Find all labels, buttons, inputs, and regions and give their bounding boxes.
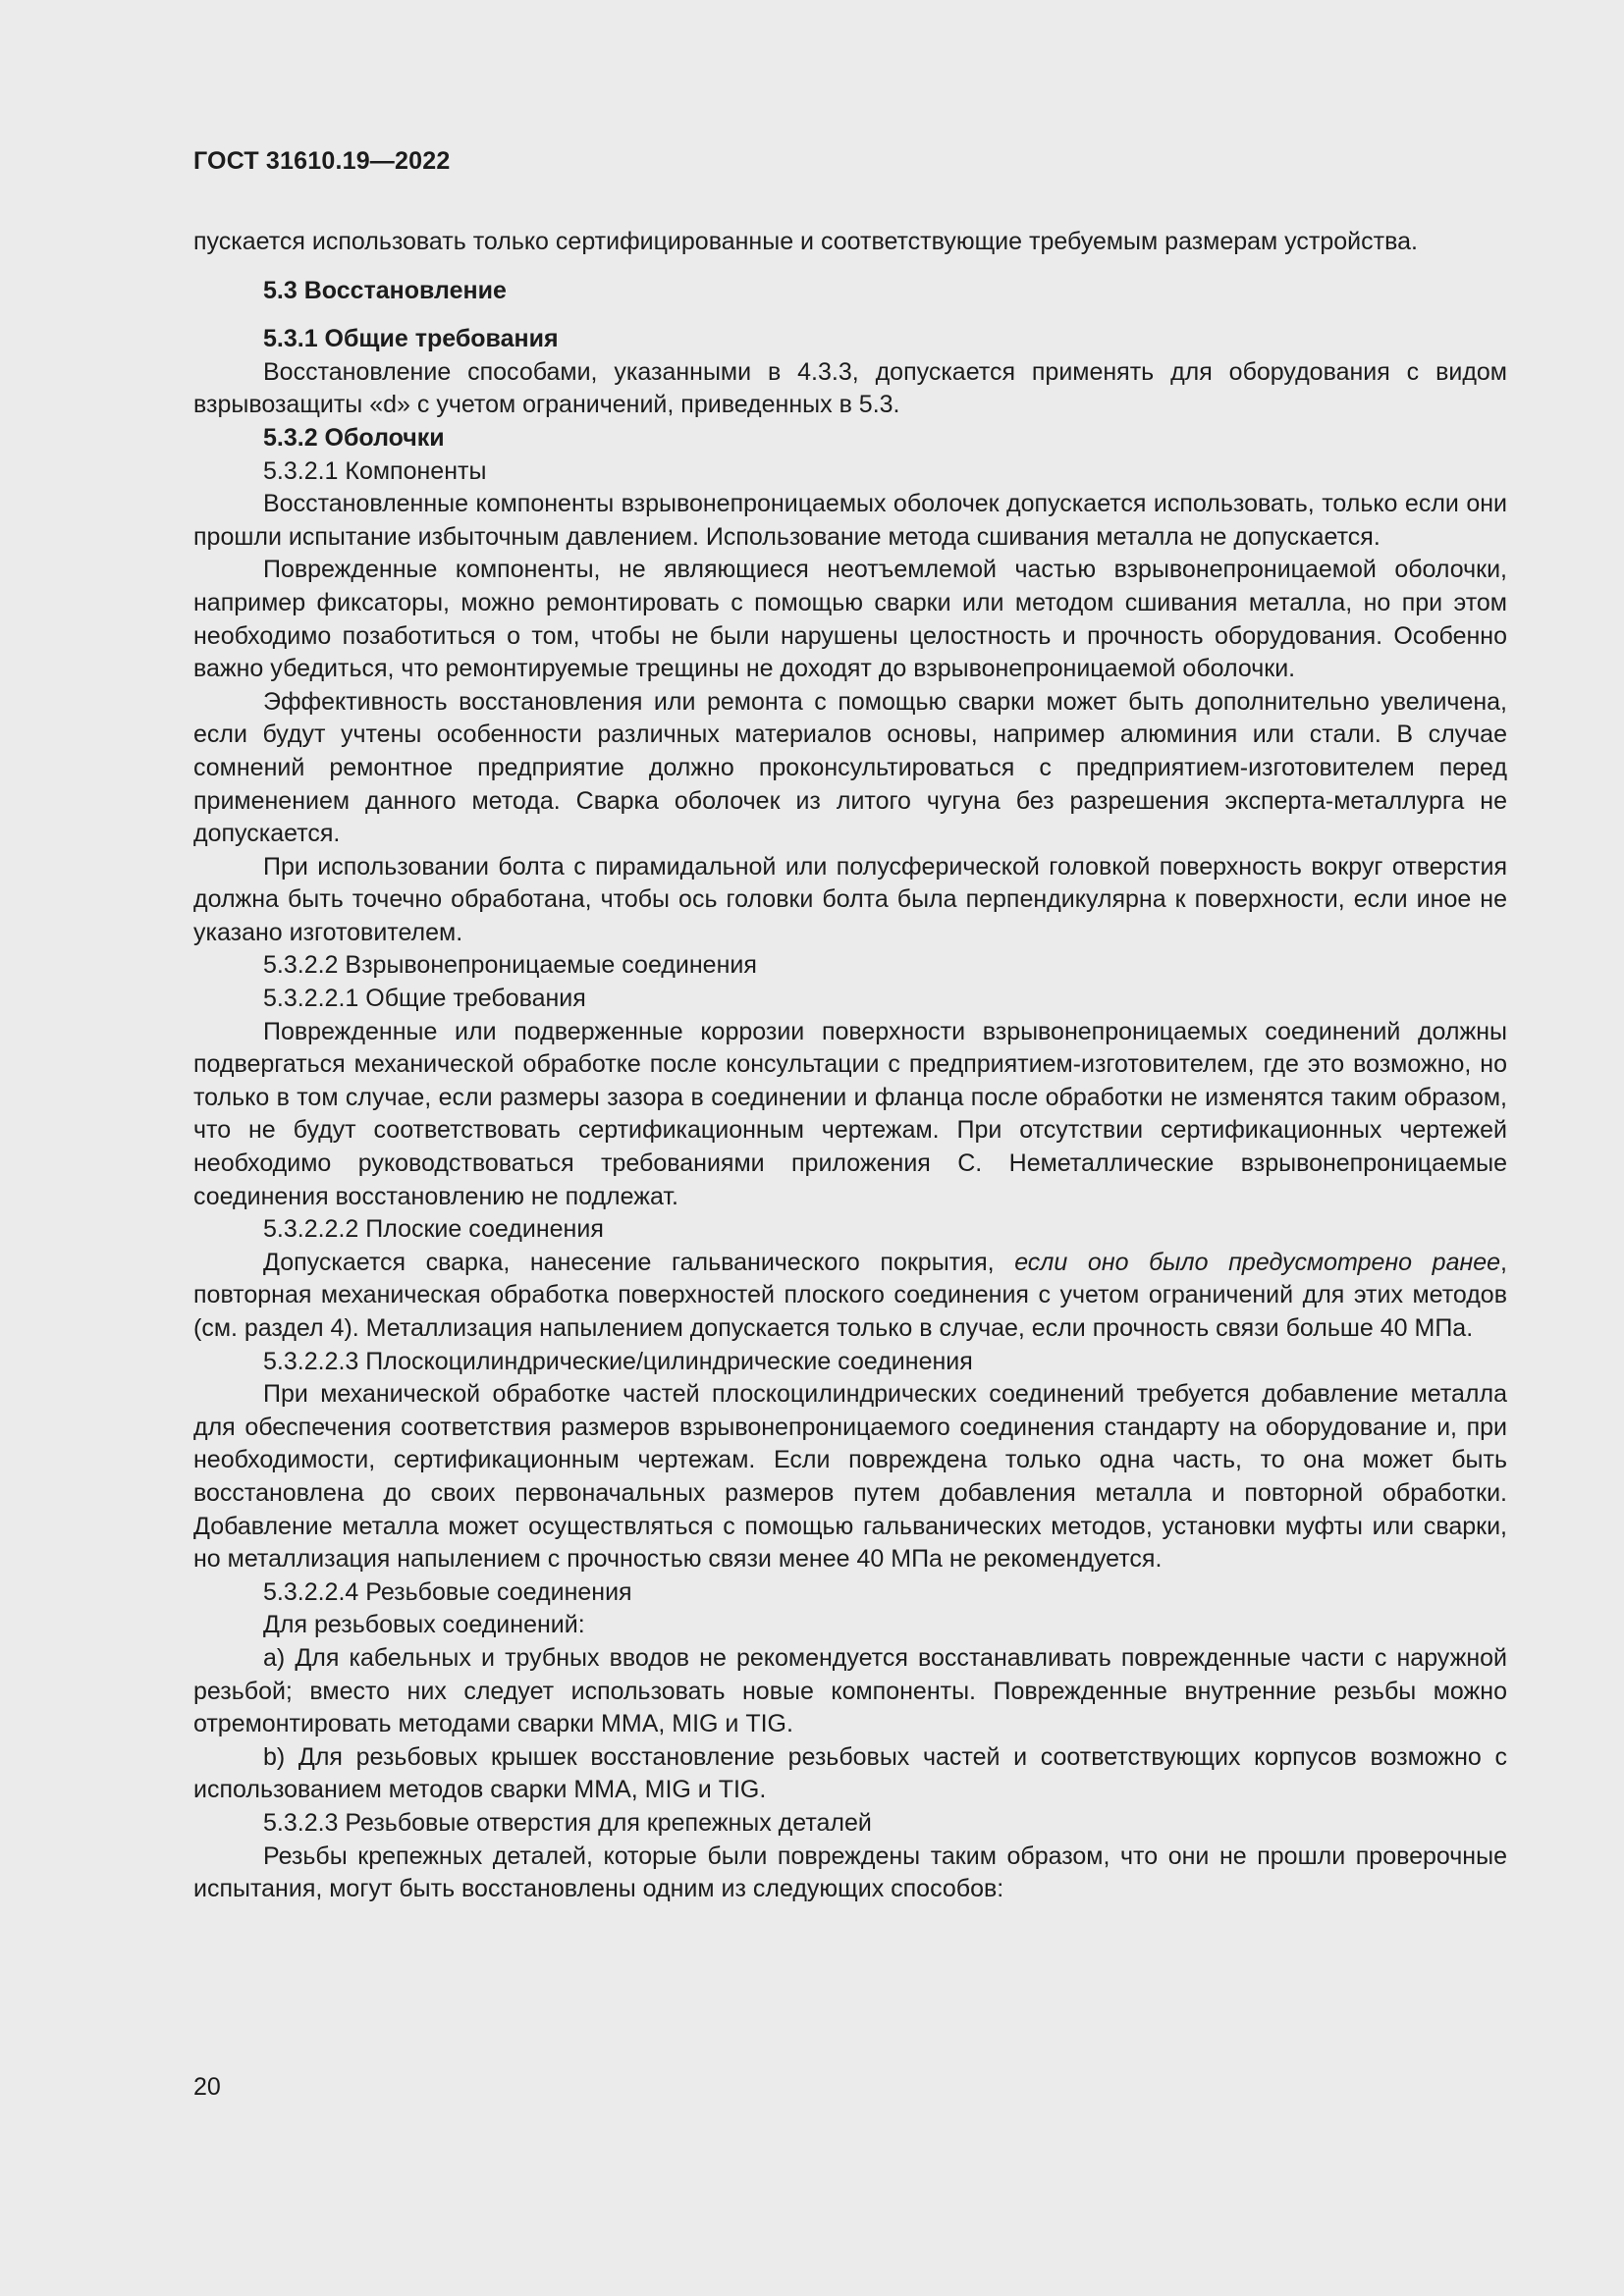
section-heading-5-3-2-2: 5.3.2.2 Взрывонепроницаемые соединения xyxy=(263,951,757,980)
paragraph-fastener-holes: Резьбы крепежных деталей, которые были повреждены таким образом, что они не прошли проверочные испытания, могут быть восстановлены одним из следующих способов: xyxy=(193,1842,1507,1903)
paragraph-flat-joints xyxy=(193,1247,1507,1346)
section-heading-5-3-2-1: 5.3.2.1 Компоненты xyxy=(263,456,487,485)
section-heading-5-3-2: 5.3.2 Оболочки xyxy=(263,423,445,452)
paragraph-flameproof-joints: Поврежденные или подверженные коррозии поверхности взрывонепроницаемых соединений должны подвергаться механической обработке после консультации с предприятием-изготовителем, где это возможно, но только в том случае, если размеры зазора в соединении и фланца после обработки не изменятся таким образом, что не будут соответствовать сертификационным чертежам. При отсутствии сертификационных чертежей необходимо руководствоваться требованиями приложения С. Неметаллические взрывонепроницаемые соединения восстановлению не подлежат. xyxy=(193,1017,1507,1210)
paragraph-general-requirements: Восстановление способами, указанными в 4.3.3, допускается применять для оборудования с видом взрывозащиты «d» с учетом ограничений, приведенных в 5.3. xyxy=(193,357,1507,419)
list-item-b: b) Для резьбовых крышек восстановление резьбовых частей и соответствующих корпусов возможно с использованием методов сварки MMA, MIG и TIG. xyxy=(193,1742,1507,1804)
section-heading-5-3-2-2-4: 5.3.2.2.4 Резьбовые соединения xyxy=(263,1577,632,1606)
section-heading-5-3-1: 5.3.1 Общие требования xyxy=(263,325,559,353)
paragraph-components-4: При использовании болта с пирамидальной или полусферической головкой поверхность вокруг отверстия должна быть точечно обработана, чтобы ось головки болта была перпендикулярна к поверхности, если иное не указано изготовителем. xyxy=(193,852,1507,946)
document-body xyxy=(193,226,1507,1906)
page-number: 20 xyxy=(193,2073,221,2101)
paragraph-cylindrical-joints: При механической обработке частей плоскоцилиндрических соединений требуется добавление металла для обеспечения соответствия размеров взрывонепроницаемого соединения стандарту на оборудование и, при необходимости, сертификационным чертежам. Если повреждена только одна часть, то она может быть восстановлена до своих первоначальных размеров путем добавления металла и повторной обработки. Добавление металла может осуществляться с помощью гальванических методов, установки муфты или сварки, но металлизация напылением с прочностью связи менее 40 МПа не рекомендуется. xyxy=(193,1380,1507,1574)
section-heading-5-3-2-3: 5.3.2.3 Резьбовые отверстия для крепежных деталей xyxy=(263,1808,872,1837)
section-heading-5-3-2-2-3: 5.3.2.2.3 Плоскоцилиндрические/цилиндрические соединения xyxy=(263,1347,973,1375)
section-heading-5-3: 5.3 Восстановление xyxy=(263,276,507,304)
list-item-a: a) Для кабельных и трубных вводов не рекомендуется восстанавливать поврежденные части с наружной резьбой; вместо них следует использовать новые компоненты. Поврежденные внутренние резьбы можно отремонтировать методами сварки MMA, MIG и TIG. xyxy=(193,1643,1507,1738)
flat-joints-text-a: Допускается сварка, нанесение гальванического покрытия, xyxy=(263,1248,1015,1276)
paragraph-components-3: Эффективность восстановления или ремонта с помощью сварки может быть дополнительно увеличена, если будут учтены особенности различных материалов основы, например алюминия или стали. В случае сомнений ремонтное предприятие должно проконсультироваться с предприятием-изготовителем перед применением данного метода. Сварка оболочек из литого чугуна без разрешения эксперта-металлурга не допускается. xyxy=(193,687,1507,848)
flat-joints-text-b: , повторная механическая обработка поверхностей плоского соединения с учетом ограничений для этих методов (см. раздел 4). Металлизация напылением допускается только в случае, если прочность связи больше 40 МПа. xyxy=(193,1248,1507,1342)
flat-joints-emphasis: если оно было предусмотрено ранее xyxy=(1014,1248,1501,1276)
paragraph-threaded-intro: Для резьбовых соединений: xyxy=(263,1611,585,1639)
section-heading-5-3-2-2-2: 5.3.2.2.2 Плоские соединения xyxy=(263,1215,604,1244)
paragraph-components-2: Поврежденные компоненты, не являющиеся неотъемлемой частью взрывонепроницаемой оболочки, например фиксаторы, можно ремонтировать с помощью сварки или методом сшивания металла, но при этом необходимо позаботиться о том, чтобы не были нарушены целостность и прочность оборудования. Особенно важно убедиться, что ремонтируемые трещины не доходят до взрывонепроницаемой оболочки. xyxy=(193,556,1507,683)
paragraph-components-1: Восстановленные компоненты взрывонепроницаемых оболочек допускается использовать, только если они прошли испытание избыточным давлением. Использование метода сшивания металла не допускается. xyxy=(193,490,1507,551)
paragraph-continuation: пускается использовать только сертифицированные и соответствующие требуемым размерам устройства. xyxy=(193,228,1418,255)
section-heading-5-3-2-2-1: 5.3.2.2.1 Общие требования xyxy=(263,985,586,1013)
document-header: ГОСТ 31610.19—2022 xyxy=(193,147,451,175)
